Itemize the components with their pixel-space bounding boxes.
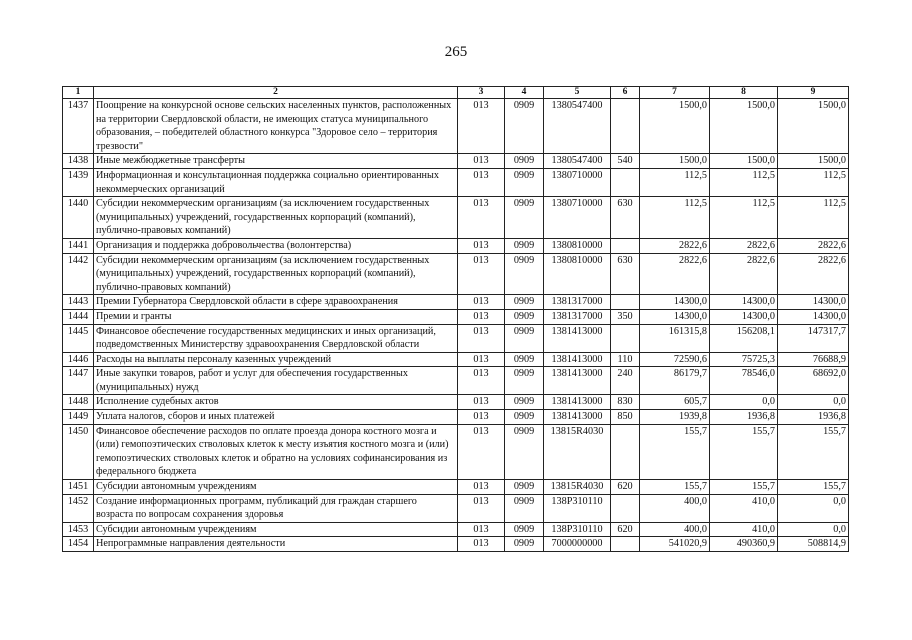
- expense-name: Непрограммные направления деятельности: [94, 537, 458, 552]
- amount-year-1: 86179,7: [640, 367, 710, 395]
- target-article-code: 1380547400: [544, 99, 611, 154]
- amount-year-2: 0,0: [710, 395, 778, 410]
- row-number: 1446: [63, 352, 94, 367]
- target-article-code: 13815R4030: [544, 480, 611, 495]
- table-row: [63, 367, 849, 395]
- ministry-code: 013: [458, 295, 505, 310]
- row-number: 1438: [63, 154, 94, 169]
- amount-year-2: 112,5: [710, 168, 778, 196]
- amount-year-1: 1500,0: [640, 99, 710, 154]
- amount-year-1: 1939,8: [640, 410, 710, 425]
- target-article-code: 1380810000: [544, 238, 611, 253]
- table-row: [63, 410, 849, 425]
- ministry-code: 013: [458, 395, 505, 410]
- expense-name: Расходы на выплаты персоналу казенных учреждений: [94, 352, 458, 367]
- expense-name: Исполнение судебных актов: [94, 395, 458, 410]
- amount-year-3: 68692,0: [778, 367, 849, 395]
- expense-name: Иные закупки товаров, работ и услуг для обеспечения государственных (муниципальных) нужд: [94, 367, 458, 395]
- table-row: [63, 197, 849, 239]
- ministry-code: 013: [458, 367, 505, 395]
- row-number: 1444: [63, 309, 94, 324]
- expense-type-code: 350: [611, 309, 640, 324]
- row-number: 1440: [63, 197, 94, 239]
- amount-year-1: 155,7: [640, 480, 710, 495]
- expense-name: Информационная и консультационная поддержка социально ориентированных некоммерческих организаций: [94, 168, 458, 196]
- section-code: 0909: [505, 197, 544, 239]
- expense-type-code: [611, 168, 640, 196]
- expense-name: Субсидии автономным учреждениям: [94, 480, 458, 495]
- section-code: 0909: [505, 424, 544, 479]
- section-code: 0909: [505, 253, 544, 295]
- amount-year-3: 155,7: [778, 480, 849, 495]
- expense-type-code: [611, 494, 640, 522]
- section-code: 0909: [505, 367, 544, 395]
- row-number: 1445: [63, 324, 94, 352]
- expense-type-code: 240: [611, 367, 640, 395]
- expense-name: Уплата налогов, сборов и иных платежей: [94, 410, 458, 425]
- section-code: 0909: [505, 295, 544, 310]
- expense-type-code: [611, 295, 640, 310]
- page-number: 265: [444, 44, 468, 60]
- col-header: 7: [640, 87, 710, 99]
- section-code: 0909: [505, 168, 544, 196]
- target-article-code: 138P310110: [544, 522, 611, 537]
- expense-name: Субсидии некоммерческим организациям (за исключением государственных (муниципальных) учреждений, государственных корпораций (компаний), публично-правовых компаний): [94, 253, 458, 295]
- amount-year-3: 2822,6: [778, 238, 849, 253]
- ministry-code: 013: [458, 410, 505, 425]
- expense-name: Финансовое обеспечение расходов по оплате проезда донора костного мозга и (или) гемопоэтических стволовых клеток к месту изъятия костного мозга и (или) гемопоэтических стволовых клеток и обратно на условиях софинансирования из федерального бюджета: [94, 424, 458, 479]
- row-number: 1437: [63, 99, 94, 154]
- section-code: 0909: [505, 537, 544, 552]
- expense-name: Иные межбюджетные трансферты: [94, 154, 458, 169]
- col-header: 8: [710, 87, 778, 99]
- col-header: 2: [94, 87, 458, 99]
- section-code: 0909: [505, 522, 544, 537]
- row-number: 1442: [63, 253, 94, 295]
- amount-year-3: 155,7: [778, 424, 849, 479]
- amount-year-2: 490360,9: [710, 537, 778, 552]
- section-code: 0909: [505, 309, 544, 324]
- section-code: 0909: [505, 395, 544, 410]
- target-article-code: 1380810000: [544, 253, 611, 295]
- amount-year-3: 1936,8: [778, 410, 849, 425]
- amount-year-2: 1500,0: [710, 154, 778, 169]
- amount-year-3: 76688,9: [778, 352, 849, 367]
- table-row: [63, 494, 849, 522]
- amount-year-2: 1500,0: [710, 99, 778, 154]
- amount-year-3: 2822,6: [778, 253, 849, 295]
- target-article-code: 138P310110: [544, 494, 611, 522]
- amount-year-2: 2822,6: [710, 238, 778, 253]
- amount-year-3: 14300,0: [778, 309, 849, 324]
- row-number: 1439: [63, 168, 94, 196]
- expense-type-code: 620: [611, 522, 640, 537]
- table-row: [63, 154, 849, 169]
- ministry-code: 013: [458, 309, 505, 324]
- ministry-code: 013: [458, 324, 505, 352]
- ministry-code: 013: [458, 494, 505, 522]
- ministry-code: 013: [458, 238, 505, 253]
- amount-year-2: 410,0: [710, 522, 778, 537]
- ministry-code: 013: [458, 522, 505, 537]
- amount-year-1: 400,0: [640, 522, 710, 537]
- amount-year-1: 1500,0: [640, 154, 710, 169]
- ministry-code: 013: [458, 480, 505, 495]
- table-row: [63, 522, 849, 537]
- section-code: 0909: [505, 480, 544, 495]
- expense-name: Поощрение на конкурсной основе сельских населенных пунктов, расположенных на территории Свердловской области, не имеющих статуса муниципального образования, – победителей областного конкурса "Здоровое село – территория трезвости": [94, 99, 458, 154]
- ministry-code: 013: [458, 253, 505, 295]
- ministry-code: 013: [458, 537, 505, 552]
- ministry-code: 013: [458, 197, 505, 239]
- ministry-code: 013: [458, 99, 505, 154]
- target-article-code: 1380547400: [544, 154, 611, 169]
- amount-year-3: 1500,0: [778, 154, 849, 169]
- expense-type-code: 850: [611, 410, 640, 425]
- ministry-code: 013: [458, 154, 505, 169]
- amount-year-2: 14300,0: [710, 295, 778, 310]
- table-row: [63, 480, 849, 495]
- target-article-code: 1380710000: [544, 168, 611, 196]
- table-row: [63, 395, 849, 410]
- col-header: 1: [63, 87, 94, 99]
- amount-year-2: 156208,1: [710, 324, 778, 352]
- target-article-code: 1381413000: [544, 324, 611, 352]
- header-row: [63, 87, 849, 99]
- target-article-code: 1381413000: [544, 367, 611, 395]
- section-code: 0909: [505, 99, 544, 154]
- col-header: 5: [544, 87, 611, 99]
- table-row: [63, 424, 849, 479]
- section-code: 0909: [505, 494, 544, 522]
- amount-year-3: 0,0: [778, 395, 849, 410]
- table-row: [63, 238, 849, 253]
- row-number: 1452: [63, 494, 94, 522]
- row-number: 1443: [63, 295, 94, 310]
- amount-year-1: 155,7: [640, 424, 710, 479]
- amount-year-1: 112,5: [640, 168, 710, 196]
- row-number: 1451: [63, 480, 94, 495]
- table-row: [63, 537, 849, 552]
- expense-type-code: 110: [611, 352, 640, 367]
- row-number: 1454: [63, 537, 94, 552]
- expense-name: Премии Губернатора Свердловской области в сфере здравоохранения: [94, 295, 458, 310]
- expense-type-code: 830: [611, 395, 640, 410]
- col-header: 3: [458, 87, 505, 99]
- col-header: 6: [611, 87, 640, 99]
- amount-year-1: 112,5: [640, 197, 710, 239]
- amount-year-2: 75725,3: [710, 352, 778, 367]
- expense-type-code: 630: [611, 197, 640, 239]
- table-row: [63, 324, 849, 352]
- amount-year-2: 78546,0: [710, 367, 778, 395]
- expense-type-code: [611, 424, 640, 479]
- ministry-code: 013: [458, 352, 505, 367]
- expense-type-code: 540: [611, 154, 640, 169]
- expense-type-code: [611, 537, 640, 552]
- ministry-code: 013: [458, 168, 505, 196]
- expense-name: Финансовое обеспечение государственных медицинских и иных организаций, подведомственных Министерству здравоохранения Свердловской области: [94, 324, 458, 352]
- amount-year-2: 1936,8: [710, 410, 778, 425]
- expense-type-code: [611, 99, 640, 154]
- expense-name: Субсидии автономным учреждениям: [94, 522, 458, 537]
- amount-year-2: 14300,0: [710, 309, 778, 324]
- table-row: [63, 295, 849, 310]
- table-row: [63, 309, 849, 324]
- amount-year-1: 2822,6: [640, 253, 710, 295]
- row-number: 1448: [63, 395, 94, 410]
- section-code: 0909: [505, 410, 544, 425]
- amount-year-3: 508814,9: [778, 537, 849, 552]
- amount-year-3: 112,5: [778, 168, 849, 196]
- expense-type-code: [611, 324, 640, 352]
- section-code: 0909: [505, 352, 544, 367]
- target-article-code: 13815R4030: [544, 424, 611, 479]
- expense-type-code: 620: [611, 480, 640, 495]
- section-code: 0909: [505, 154, 544, 169]
- budget-table: [62, 86, 849, 552]
- row-number: 1449: [63, 410, 94, 425]
- amount-year-2: 155,7: [710, 480, 778, 495]
- row-number: 1447: [63, 367, 94, 395]
- target-article-code: 1381413000: [544, 395, 611, 410]
- amount-year-2: 155,7: [710, 424, 778, 479]
- table-body: [63, 99, 849, 552]
- row-number: 1441: [63, 238, 94, 253]
- col-header: 9: [778, 87, 849, 99]
- amount-year-3: 112,5: [778, 197, 849, 239]
- ministry-code: 013: [458, 424, 505, 479]
- target-article-code: 1380710000: [544, 197, 611, 239]
- table-row: [63, 352, 849, 367]
- amount-year-3: 147317,7: [778, 324, 849, 352]
- amount-year-1: 14300,0: [640, 309, 710, 324]
- amount-year-2: 112,5: [710, 197, 778, 239]
- amount-year-3: 0,0: [778, 494, 849, 522]
- amount-year-3: 1500,0: [778, 99, 849, 154]
- amount-year-3: 0,0: [778, 522, 849, 537]
- row-number: 1453: [63, 522, 94, 537]
- expense-name: Создание информационных программ, публикаций для граждан старшего возраста по вопросам сохранения здоровья: [94, 494, 458, 522]
- target-article-code: 7000000000: [544, 537, 611, 552]
- amount-year-1: 72590,6: [640, 352, 710, 367]
- row-number: 1450: [63, 424, 94, 479]
- section-code: 0909: [505, 238, 544, 253]
- amount-year-3: 14300,0: [778, 295, 849, 310]
- table-row: [63, 168, 849, 196]
- table-row: [63, 253, 849, 295]
- amount-year-1: 605,7: [640, 395, 710, 410]
- amount-year-2: 410,0: [710, 494, 778, 522]
- amount-year-1: 2822,6: [640, 238, 710, 253]
- expense-name: Премии и гранты: [94, 309, 458, 324]
- expense-type-code: [611, 238, 640, 253]
- amount-year-2: 2822,6: [710, 253, 778, 295]
- expense-name: Субсидии некоммерческим организациям (за исключением государственных (муниципальных) учреждений, государственных корпораций (компаний), публично-правовых компаний): [94, 197, 458, 239]
- amount-year-1: 14300,0: [640, 295, 710, 310]
- amount-year-1: 541020,9: [640, 537, 710, 552]
- target-article-code: 1381413000: [544, 410, 611, 425]
- target-article-code: 1381317000: [544, 309, 611, 324]
- expense-type-code: 630: [611, 253, 640, 295]
- col-header: 4: [505, 87, 544, 99]
- section-code: 0909: [505, 324, 544, 352]
- target-article-code: 1381317000: [544, 295, 611, 310]
- table-row: [63, 99, 849, 154]
- expense-name: Организация и поддержка добровольчества (волонтерства): [94, 238, 458, 253]
- target-article-code: 1381413000: [544, 352, 611, 367]
- amount-year-1: 161315,8: [640, 324, 710, 352]
- amount-year-1: 400,0: [640, 494, 710, 522]
